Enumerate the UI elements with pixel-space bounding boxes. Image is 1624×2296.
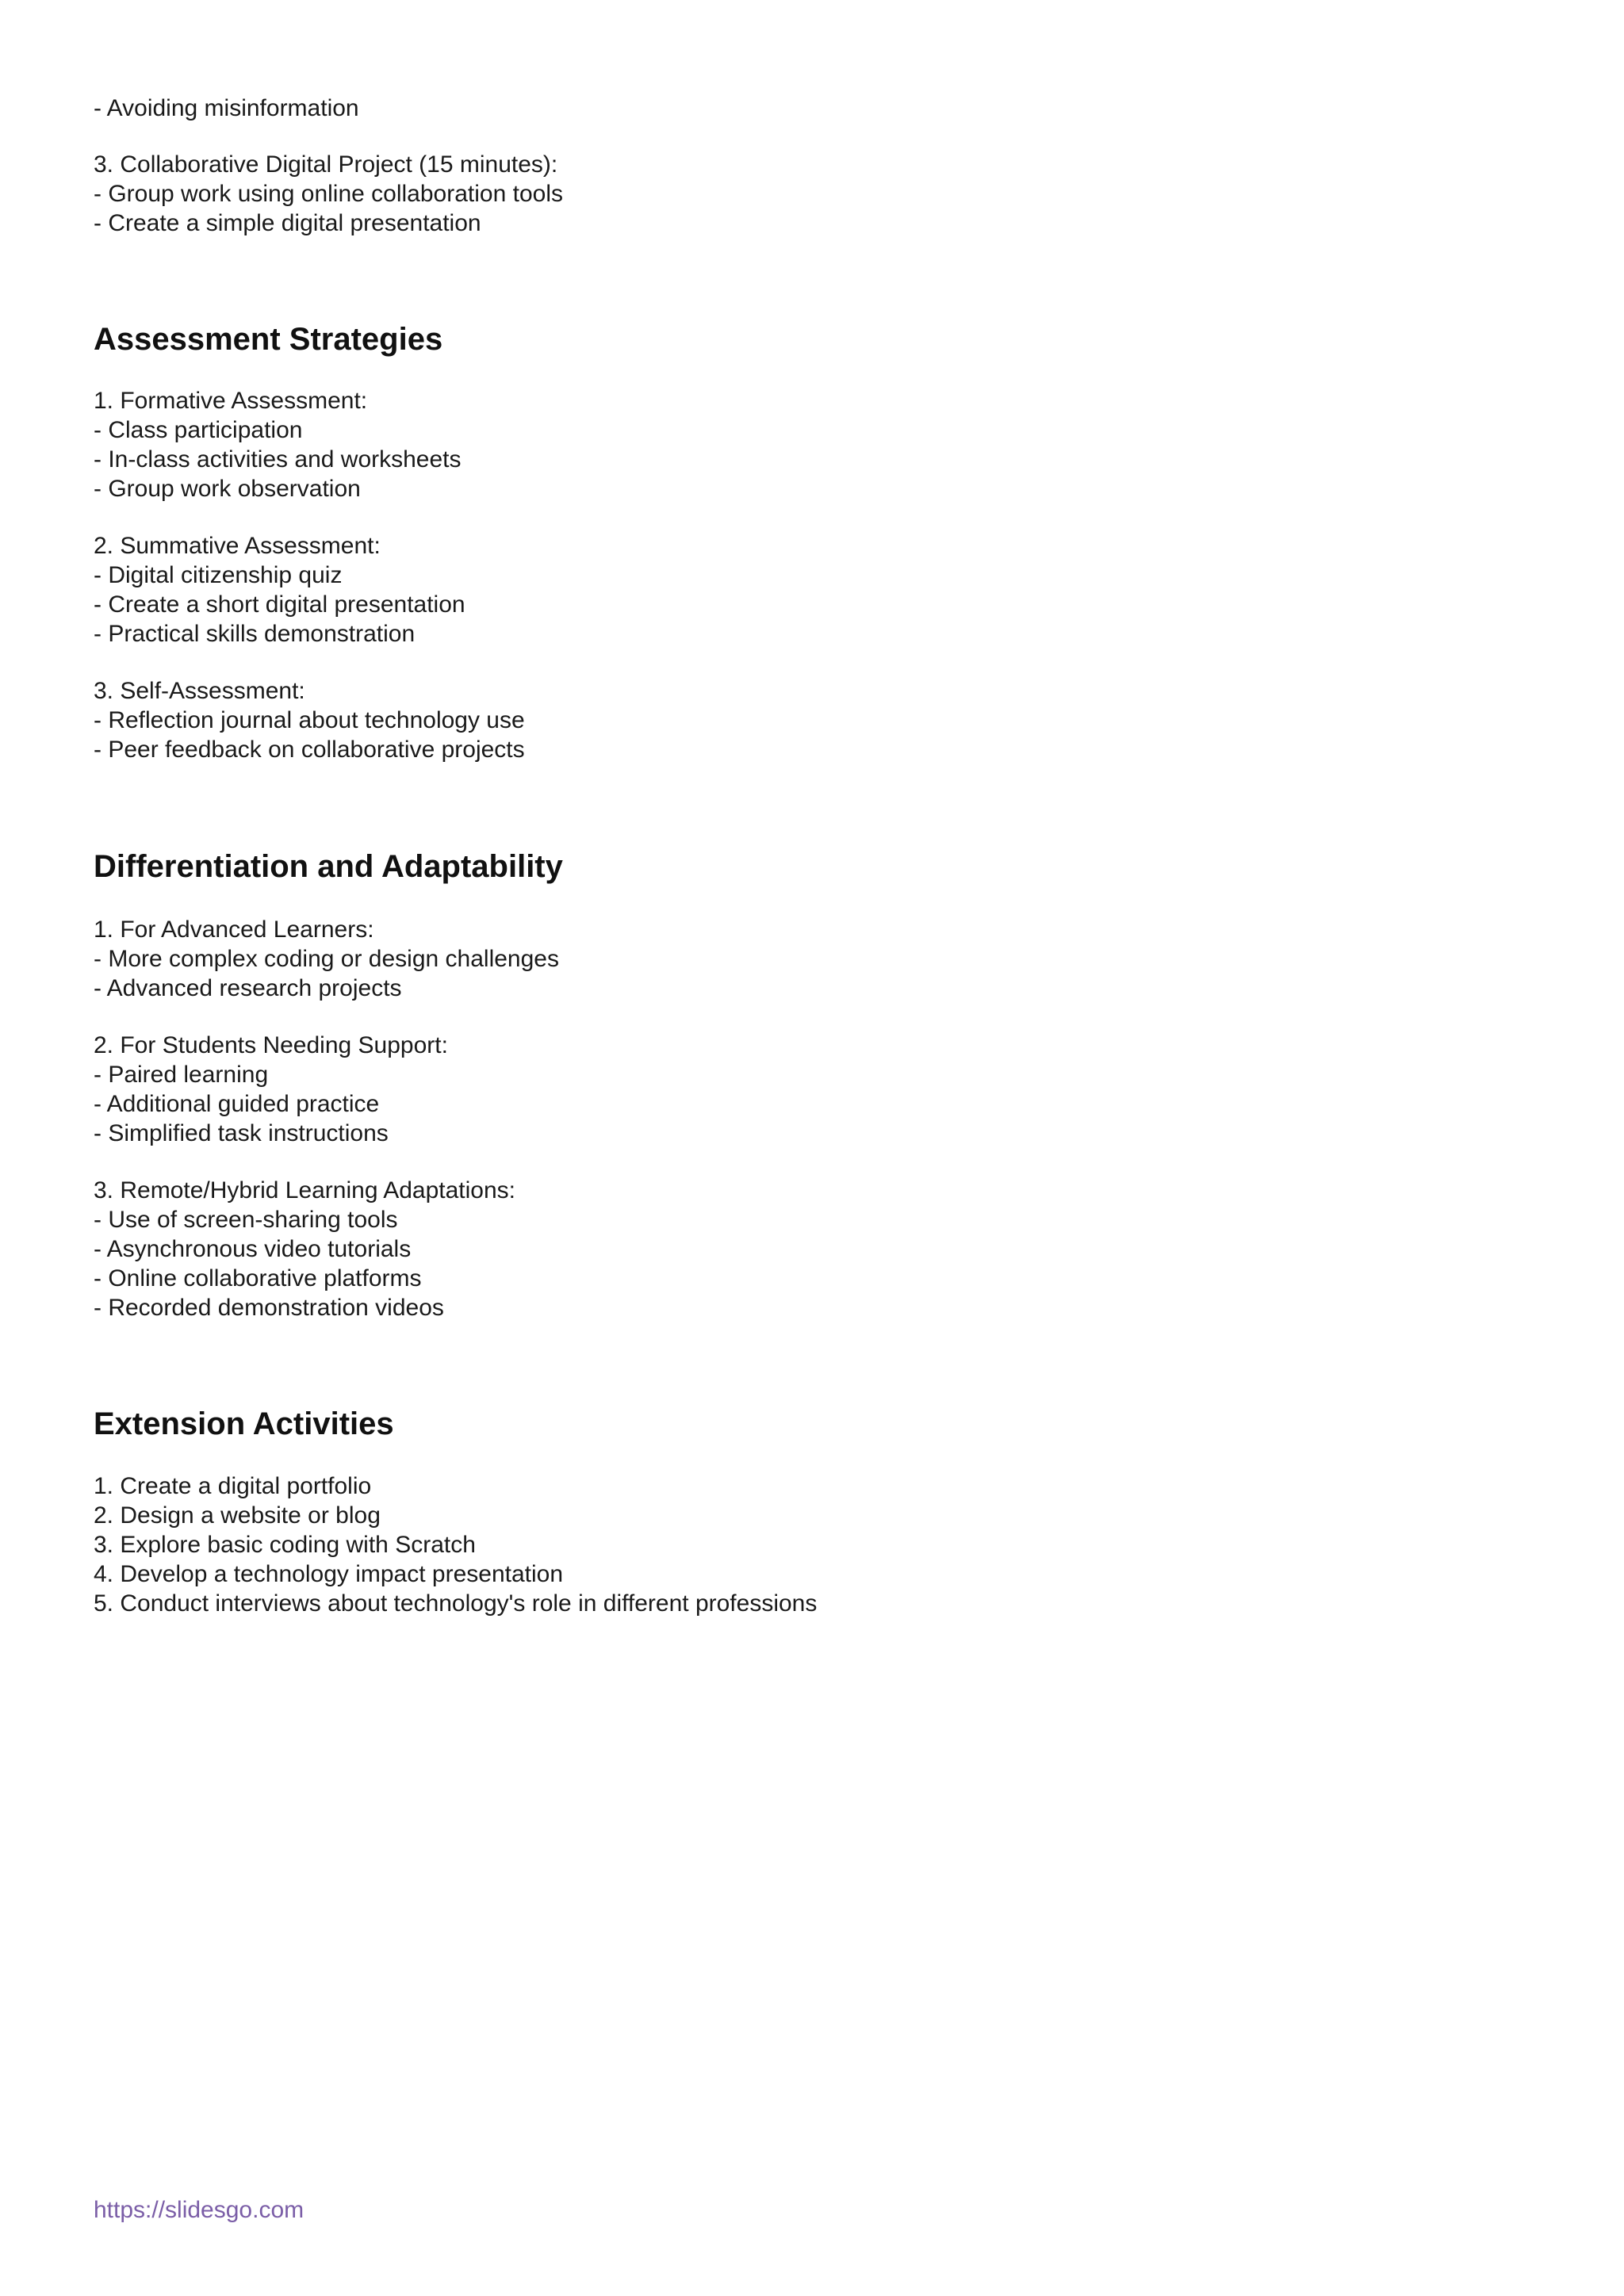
list-item: - More complex coding or design challenges	[94, 946, 559, 972]
footer-link[interactable]: https://slidesgo.com	[94, 2197, 304, 2223]
list-item: 5. Conduct interviews about technology's role in different professions	[94, 1590, 818, 1617]
list-item: - Class participation	[94, 417, 303, 443]
list-item: - Practical skills demonstration	[94, 621, 416, 647]
group-title: 3. Self-Assessment:	[94, 678, 305, 704]
group-title: 2. Summative Assessment:	[94, 533, 381, 559]
list-item: - Group work observation	[94, 476, 361, 502]
list-item: 2. Design a website or blog	[94, 1502, 381, 1529]
list-item: 1. Create a digital portfolio	[94, 1473, 372, 1499]
list-item: - Asynchronous video tutorials	[94, 1236, 412, 1262]
list-item: - Advanced research projects	[94, 975, 402, 1001]
section-heading-differentiation: Differentiation and Adaptability	[94, 849, 563, 884]
list-item: - Online collaborative platforms	[94, 1265, 422, 1292]
section-heading-extension: Extension Activities	[94, 1406, 394, 1441]
list-item: - Reflection journal about technology use	[94, 707, 525, 733]
list-item: - Additional guided practice	[94, 1091, 380, 1117]
list-item: - Create a simple digital presentation	[94, 210, 481, 236]
section-heading-assessment: Assessment Strategies	[94, 322, 443, 357]
group-title: 2. For Students Needing Support:	[94, 1032, 448, 1058]
list-item: 3. Explore basic coding with Scratch	[94, 1532, 476, 1558]
section-item-title: 3. Collaborative Digital Project (15 minutes):	[94, 151, 558, 178]
list-item: - Use of screen-sharing tools	[94, 1207, 398, 1233]
list-item: - Group work using online collaboration tools	[94, 181, 563, 207]
list-item: - Simplified task instructions	[94, 1120, 389, 1146]
list-item: - In-class activities and worksheets	[94, 446, 462, 473]
list-item: - Avoiding misinformation	[94, 95, 359, 121]
list-item: - Create a short digital presentation	[94, 591, 465, 618]
group-title: 1. Formative Assessment:	[94, 388, 368, 414]
group-title: 3. Remote/Hybrid Learning Adaptations:	[94, 1177, 515, 1203]
list-item: 4. Develop a technology impact presentation	[94, 1561, 564, 1587]
list-item: - Digital citizenship quiz	[94, 562, 343, 588]
group-title: 1. For Advanced Learners:	[94, 916, 374, 943]
list-item: - Peer feedback on collaborative projects	[94, 737, 525, 763]
list-item: - Paired learning	[94, 1062, 269, 1088]
list-item: - Recorded demonstration videos	[94, 1295, 444, 1321]
